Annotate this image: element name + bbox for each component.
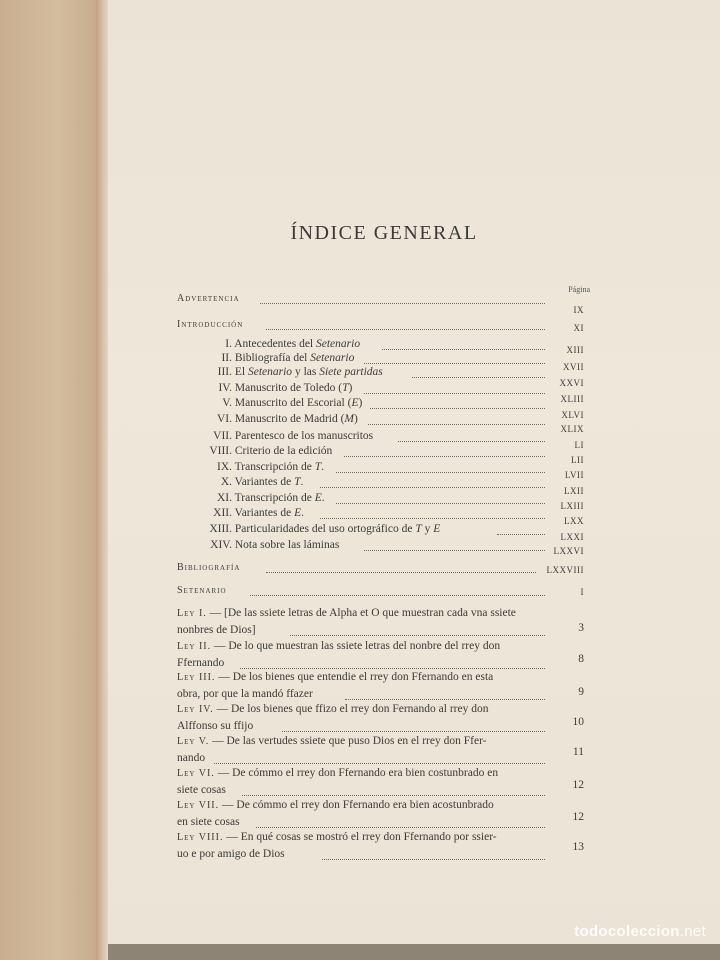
item-text: Bibliografía del <box>234 352 311 364</box>
toc-leader <box>382 348 545 350</box>
item-text: Manuscrito de Toledo ( <box>234 382 343 394</box>
ley-label: Ley IV. <box>177 704 214 715</box>
toc-leader <box>320 486 545 488</box>
toc-page-number: IX <box>573 305 584 315</box>
item-text: Transcripción de <box>234 492 315 504</box>
toc-leader <box>250 594 545 596</box>
item-italic: E <box>433 523 441 535</box>
toc-leader <box>290 634 545 636</box>
ley-entry-continuation: Ffernando <box>177 657 225 669</box>
ley-entry <box>177 830 539 845</box>
toc-page-number: XLIII <box>560 394 584 404</box>
intro-item <box>190 365 383 379</box>
item-text: Manuscrito del Escorial ( <box>234 397 352 409</box>
toc-leader <box>214 762 545 764</box>
item-number: V. <box>222 397 232 409</box>
item-text: El <box>234 366 248 378</box>
ley-entry-continuation: uo e por amigo de Dios <box>177 848 285 860</box>
item-text: Antecedentes del <box>234 338 316 350</box>
intro-item <box>190 429 373 443</box>
item-text: y las <box>292 366 320 378</box>
item-number: X. <box>220 476 232 488</box>
ley-entry-continuation: Alffonso su ffijo <box>177 720 254 732</box>
intro-item <box>190 460 324 474</box>
toc-leader <box>345 698 545 700</box>
toc-leader <box>240 667 545 669</box>
toc-page-number: LXXVI <box>553 546 584 556</box>
toc-leader <box>398 440 545 442</box>
toc-page-number: LII <box>571 455 584 465</box>
toc-leader <box>364 392 545 394</box>
ley-label: Ley V. <box>177 736 210 747</box>
toc-page-number: 12 <box>572 779 584 791</box>
item-number: IV. <box>218 382 232 394</box>
item-number: XII. <box>213 507 232 519</box>
toc-leader <box>336 471 545 473</box>
item-italic: Siete partidas <box>319 366 383 378</box>
toc-leader <box>266 328 545 330</box>
watermark-tld: .net <box>679 923 706 940</box>
ley-label: Ley I. <box>177 608 207 619</box>
item-italic: E <box>314 492 322 504</box>
toc-page-number: LXXVIII <box>546 565 584 575</box>
intro-item <box>190 396 362 410</box>
toc-leader <box>260 302 545 304</box>
toc-page-number: 11 <box>572 746 584 758</box>
item-text: . <box>321 492 325 504</box>
item-text: . <box>321 461 325 473</box>
toc-page-number: 8 <box>578 653 584 665</box>
item-italic: T <box>294 476 301 488</box>
ley-label: Ley VII. <box>177 800 220 811</box>
item-number: III. <box>217 366 232 378</box>
item-number: XI. <box>216 492 232 504</box>
intro-item <box>190 412 358 426</box>
item-italic: T <box>415 523 422 535</box>
item-text: Variantes de <box>234 507 295 519</box>
ley-label: Ley II. <box>177 641 212 652</box>
toc-page-number: XXVI <box>559 378 584 388</box>
item-text: Parentesco de los manuscritos <box>234 430 374 442</box>
item-number: VII. <box>213 430 232 442</box>
item-number: IX. <box>216 461 232 473</box>
intro-item <box>190 475 303 489</box>
toc-page-number: XLIX <box>560 424 584 434</box>
item-number: I. <box>225 338 232 350</box>
toc-page-number: 3 <box>578 622 584 634</box>
toc-page-number: LXIII <box>560 501 584 511</box>
toc-leader <box>497 533 545 535</box>
toc-leader <box>364 362 545 364</box>
item-italic: Setenario <box>316 338 361 350</box>
ley-text: — De lo que muestran las ssiete letras del nonbre del rrey don <box>211 640 501 652</box>
watermark-logo <box>574 923 706 940</box>
ley-text: — De los bienes que ffizo el rrey don Fernando al rrey don <box>213 703 489 715</box>
item-italic: Setenario <box>247 366 293 378</box>
ley-label: Ley VIII. <box>177 832 224 843</box>
item-text: ) <box>348 382 353 394</box>
left-page-edge <box>0 0 108 960</box>
toc-leader <box>282 730 545 732</box>
ley-entry <box>177 702 539 717</box>
item-number: VI. <box>216 413 232 425</box>
toc-setenario: Setenario <box>177 585 227 596</box>
ley-entry <box>177 798 539 813</box>
intro-item <box>190 381 352 395</box>
intro-item <box>190 337 360 351</box>
intro-item <box>190 506 304 520</box>
intro-item <box>190 538 339 552</box>
item-text: . <box>301 507 304 519</box>
item-number: VIII. <box>209 445 232 457</box>
ley-entry-continuation: nando <box>177 752 206 764</box>
item-text: Criterio de la edición <box>234 445 333 457</box>
toc-bibliografia: Bibliografía <box>177 562 241 573</box>
watermark-brand: todocoleccion <box>574 923 680 940</box>
toc-leader <box>320 517 545 519</box>
item-text: ) <box>354 413 358 425</box>
item-italic: E <box>351 397 359 409</box>
ley-entry-continuation: siete cosas <box>177 784 226 796</box>
toc-page-number: I <box>580 587 584 597</box>
item-italic: Setenario <box>310 352 355 364</box>
ley-entry <box>177 606 539 621</box>
intro-item <box>190 491 325 505</box>
ley-text: — En qué cosas se mostró el rrey don Ffernando por ssier- <box>223 831 497 843</box>
intro-item <box>190 522 440 536</box>
toc-page-number: LVII <box>564 470 584 480</box>
toc-page-number: LI <box>574 440 584 450</box>
toc-page-number: XVII <box>563 362 584 372</box>
item-number: XIV. <box>210 539 232 551</box>
item-text: y <box>421 523 434 535</box>
item-text: . <box>300 476 304 488</box>
ley-entry-continuation: nonbres de Dios] <box>177 624 256 636</box>
toc-leader <box>412 376 545 378</box>
toc-page-number: LXXI <box>560 532 584 542</box>
toc-advertencia: Advertencia <box>177 293 240 304</box>
page-shadow <box>108 944 720 960</box>
toc-leader <box>344 455 545 457</box>
item-text: Particularidades del uso ortográfico de <box>234 523 416 535</box>
ley-entry <box>177 639 539 654</box>
intro-item <box>190 351 354 365</box>
toc-leader <box>242 794 545 796</box>
item-italic: T <box>314 461 322 473</box>
item-text: Variantes de <box>234 476 295 488</box>
ley-text: — De cómmo el rrey don Ffernando era bien acostunbrado <box>219 799 494 811</box>
page-title: ÍNDICE GENERAL <box>290 222 478 244</box>
ley-label: Ley III. <box>177 672 216 683</box>
toc-leader <box>322 858 545 860</box>
toc-page-number: XIII <box>566 345 584 355</box>
toc-leader <box>256 826 545 828</box>
ley-entry <box>177 670 539 685</box>
toc-page-number: 13 <box>572 841 584 853</box>
toc-leader <box>368 423 545 425</box>
ley-entry <box>177 766 539 781</box>
toc-leader <box>364 549 545 551</box>
item-number: II. <box>221 352 232 364</box>
toc-leader <box>266 571 536 573</box>
ley-label: Ley VI. <box>177 768 215 779</box>
toc-page-number: XLVI <box>561 410 584 420</box>
toc-page-number: XI <box>573 323 584 333</box>
intro-item <box>190 444 332 458</box>
toc-page-number: LXII <box>564 486 584 496</box>
item-number: XIII. <box>209 523 232 535</box>
toc-page-number: LXX <box>564 516 584 526</box>
toc-page-number: 10 <box>572 716 584 728</box>
toc-page-number: 12 <box>572 811 584 823</box>
item-italic: E <box>294 507 302 519</box>
item-text: ) <box>358 397 363 409</box>
toc-introduccion: Introducción <box>177 319 244 330</box>
ley-text: — De los bienes que entendie el rrey don Ffernando en esta <box>215 671 494 683</box>
item-text: Manuscrito de Madrid ( <box>234 413 345 425</box>
item-text: Transcripción de <box>234 461 315 473</box>
toc-leader <box>336 502 545 504</box>
ley-entry <box>177 734 539 749</box>
ley-entry-continuation: en siete cosas <box>177 816 240 828</box>
ley-text: — De las vertudes ssiete que puso Dios en el rrey don Ffer- <box>209 735 487 747</box>
item-italic: M <box>344 413 355 425</box>
ley-entry-continuation: obra, por que la mandó ffazer <box>177 688 313 700</box>
ley-text: — [De las ssiete letras de Alpha et O que muestran cada vna ssiete <box>206 607 516 619</box>
item-text: Nota sobre las láminas <box>234 539 340 551</box>
item-italic: T <box>342 382 349 394</box>
page-column-header: Página <box>568 285 590 294</box>
ley-text: — De cómmo el rrey don Ffernando era bien costunbrado en <box>214 767 499 779</box>
toc-leader <box>370 407 545 409</box>
toc-page-number: 9 <box>578 686 584 698</box>
